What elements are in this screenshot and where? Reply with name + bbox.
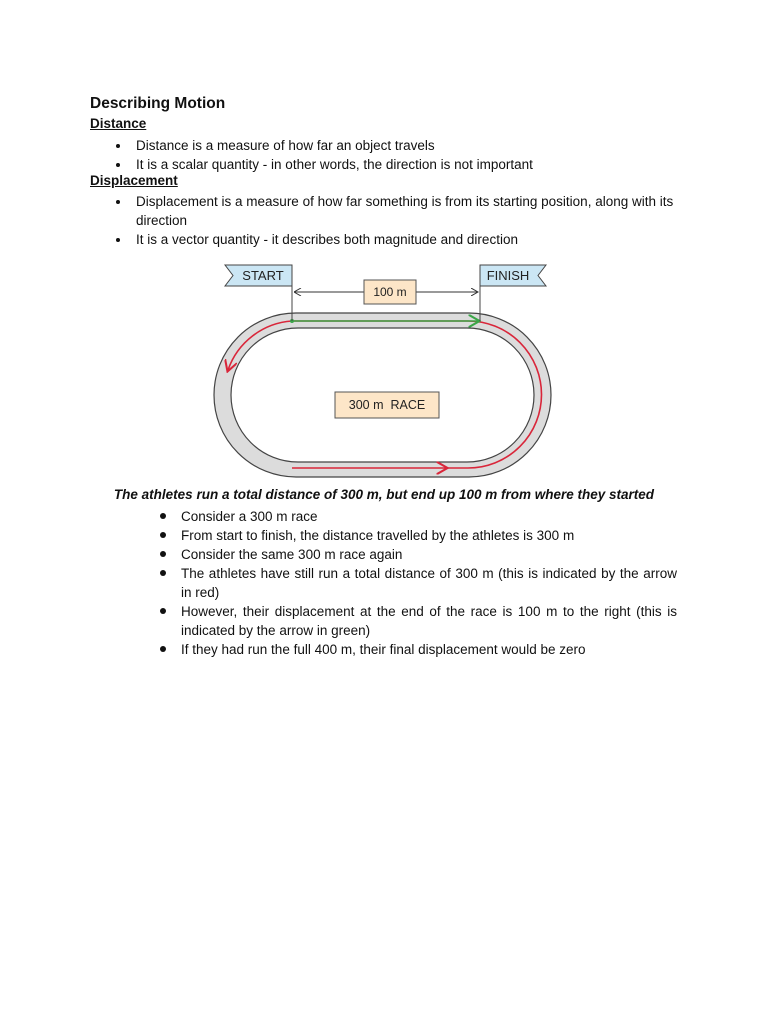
list-item: Displacement is a measure of how far something is from its starting position, along with its direction	[136, 192, 684, 230]
page-title: Describing Motion	[90, 95, 226, 112]
figure-caption: The athletes run a total distance of 300 m, but end up 100 m from where they started	[113, 487, 655, 502]
displacement-bullet-list	[136, 192, 684, 249]
distance-bullet-list	[136, 136, 696, 174]
list-item: The athletes have still run a total distance of 300 m (this is indicated by the arrow in red)	[181, 566, 677, 600]
section-heading-displacement: Displacement	[90, 173, 178, 188]
distance-label: 100 m	[373, 285, 407, 299]
section-heading-distance: Distance	[90, 116, 147, 131]
finish-flag-label: FINISH	[486, 268, 530, 283]
list-item: Consider a 300 m race	[181, 507, 677, 526]
list-item: Distance is a measure of how far an object travels	[136, 136, 696, 155]
list-item: Consider the same 300 m race again	[181, 545, 677, 564]
race-bullet-list	[181, 507, 677, 659]
list-item: However, their displacement at the end of the race is 100 m to the right (this is indicated by the arrow in green)	[181, 604, 677, 638]
list-item: If they had run the full 400 m, their final displacement would be zero	[181, 640, 677, 659]
start-flag-label: START	[242, 268, 284, 283]
race-label: 300 m RACE	[348, 398, 426, 412]
list-item: It is a vector quantity - it describes both magnitude and direction	[136, 230, 684, 249]
race-track-diagram	[210, 260, 555, 482]
list-item: It is a scalar quantity - in other words, the direction is not important	[136, 155, 696, 174]
list-item: From start to finish, the distance travelled by the athletes is 300 m	[181, 526, 677, 545]
